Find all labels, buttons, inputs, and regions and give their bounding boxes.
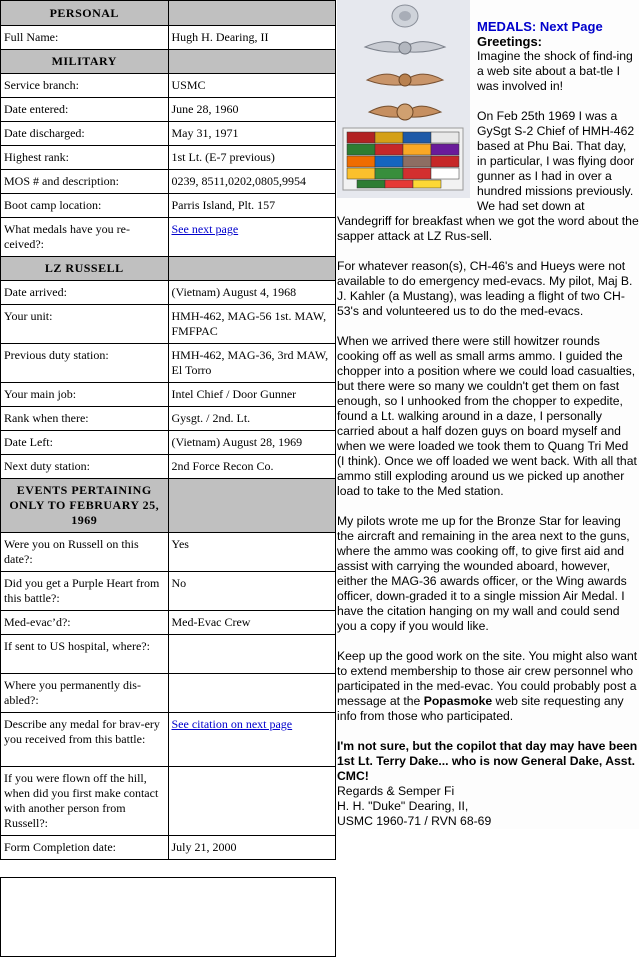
field-label: Your main job: [1, 383, 169, 407]
field-value: Gysgt. / 2nd. Lt. [168, 407, 336, 431]
table-row [1, 383, 336, 407]
questionnaire-table [0, 0, 336, 860]
letter-paragraph: Keep up the good work on the site. You might also want to extend membership to those air crew personnel who participated in the med-evac. You could probably post a message at the Popasmoke web site requesting any info from those who participated. [337, 649, 638, 723]
field-label: If you were flown off the hill, when did you first make contact with another person from Russell?: [1, 767, 169, 836]
field-label: Where you permanently dis-abled?: [1, 674, 169, 713]
letter-paragraph: For whatever reason(s), CH-46's and Hueys were not available to do emergency med-evacs. My pilot, Maj B. J. Kahler (a Mustang), was leading a flight of two CH-53's and volunteered us to do the med-evacs. [337, 259, 633, 318]
field-label: Did you get a Purple Heart from this battle?: [1, 572, 169, 611]
field-label: Previous duty station: [1, 344, 169, 383]
field-value: (Vietnam) August 4, 1968 [168, 281, 336, 305]
field-label: Full Name: [1, 26, 169, 50]
medals-photo-icon [337, 0, 470, 198]
copilot-note: I'm not sure, but the copilot that day may have been 1st Lt. Terry Dake... who is now General Dake, Asst. CMC! [337, 739, 638, 783]
section-header-events: EVENTS PERTAINING ONLY TO FEBRUARY 25, 1969 [1, 479, 169, 533]
table-row [1, 611, 336, 635]
letter-paragraph: On Feb 25th 1969 I was a GySgt S-2 Chief of HMH-462 based at Phu Bai. That day, in particular, I was flying door gunner as I had in over a hundred missions previously. We had set down at Vandegriff for breakfast when we got the word about the sapper attack at LZ Rus-sell. [337, 109, 639, 243]
field-label: Your unit: [1, 305, 169, 344]
field-label: Service branch: [1, 74, 169, 98]
signature-line: USMC 1960-71 / RVN 68-69 [337, 814, 492, 828]
table-row [1, 713, 336, 767]
field-value: HMH-462, MAG-56 1st. MAW, FMFPAC [168, 305, 336, 344]
table-row [1, 194, 336, 218]
table-row [1, 407, 336, 431]
field-label: If sent to US hospital, where?: [1, 635, 169, 674]
greeting: Greetings: [477, 34, 543, 49]
table-row [1, 344, 336, 383]
table-row [1, 533, 336, 572]
letter-paragraph: Imagine the shock of find-ing a web site about a bat-tle I was involved in! [477, 49, 633, 93]
field-label: Date entered: [1, 98, 169, 122]
table-row [1, 431, 336, 455]
table-row [1, 170, 336, 194]
field-value: Hugh H. Dearing, II [168, 26, 336, 50]
field-value: Yes [168, 533, 336, 572]
letter-paragraph: When we arrived there were still howitzer rounds cooking off as well as small arms ammo. I guided the chopper into a position where we could load casualties, but there were so many we couldn't get them on fast enough, so I unhooked from the chopper to expedite, found a Lt. walking around in a daze, I personally carried about a half dozen guys on board myself and when we were loaded we took them to Quang Tri Med (I think). Once we off loaded we went back. With all that ammo still exploding around us we picked up another load to take to the Med station. [337, 334, 637, 498]
table-row [1, 122, 336, 146]
popasmoke-text: Popasmoke [423, 694, 493, 708]
see-next-page-link[interactable]: See next page [171, 222, 239, 236]
questionnaire-form [0, 0, 336, 860]
medals-photo [337, 0, 470, 198]
table-row [1, 98, 336, 122]
table-row [1, 26, 336, 50]
field-label: What medals have you re-ceived?: [1, 218, 169, 257]
field-value: July 21, 2000 [168, 836, 336, 860]
letter-column [337, 0, 639, 829]
letter-paragraph: My pilots wrote me up for the Bronze Star for leaving the aircraft and remaining in the area next to the guns, where the ammo was cooking off, to give first aid and assist with carrying the wounded aboard, however, either the MAG-36 awards officer, or the Wing awards officer, down-graded it to a single mission Air Medal. I have the citation hanging on my wall and could send you a copy if you would like. [337, 514, 630, 633]
field-label: Highest rank: [1, 146, 169, 170]
signature-line: Regards & Semper Fi [337, 784, 455, 798]
field-label: Boot camp location: [1, 194, 169, 218]
field-value: June 28, 1960 [168, 98, 336, 122]
signature-line: H. H. "Duke" Dearing, II, [337, 799, 469, 813]
field-value: May 31, 1971 [168, 122, 336, 146]
field-label: Date discharged: [1, 122, 169, 146]
field-label: Date Left: [1, 431, 169, 455]
field-value [168, 767, 336, 836]
field-value: 1st Lt. (E-7 previous) [168, 146, 336, 170]
section-header-military: MILITARY [1, 50, 169, 74]
field-label: Describe any medal for brav-ery you received from this battle: [1, 713, 169, 767]
see-citation-link[interactable]: See citation on next page [171, 717, 293, 731]
field-value [168, 674, 336, 713]
field-value: Med-Evac Crew [168, 611, 336, 635]
field-value: (Vietnam) August 28, 1969 [168, 431, 336, 455]
empty-box [0, 877, 336, 957]
field-value: HMH-462, MAG-36, 3rd MAW, El Torro [168, 344, 336, 383]
field-label: Med-evac’d?: [1, 611, 169, 635]
field-label: MOS # and description: [1, 170, 169, 194]
table-row [1, 305, 336, 344]
table-row [1, 281, 336, 305]
section-header-personal: PERSONAL [1, 1, 169, 26]
field-value [168, 635, 336, 674]
medals-next-page-title: MEDALS: Next Page [477, 19, 603, 34]
table-row [1, 674, 336, 713]
field-value: Parris Island, Plt. 157 [168, 194, 336, 218]
table-row [1, 836, 336, 860]
field-label: Form Completion date: [1, 836, 169, 860]
field-value: Intel Chief / Door Gunner [168, 383, 336, 407]
field-value: 2nd Force Recon Co. [168, 455, 336, 479]
table-row [1, 767, 336, 836]
field-label: Date arrived: [1, 281, 169, 305]
table-row [1, 218, 336, 257]
field-label: Were you on Russell on this date?: [1, 533, 169, 572]
field-value: USMC [168, 74, 336, 98]
table-row [1, 572, 336, 611]
field-value: No [168, 572, 336, 611]
table-row [1, 635, 336, 674]
table-row [1, 146, 336, 170]
field-label: Next duty station: [1, 455, 169, 479]
table-row [1, 74, 336, 98]
table-row [1, 455, 336, 479]
field-label: Rank when there: [1, 407, 169, 431]
field-value: 0239, 8511,0202,0805,9954 [168, 170, 336, 194]
section-header-lz-russell: LZ RUSSELL [1, 257, 169, 281]
